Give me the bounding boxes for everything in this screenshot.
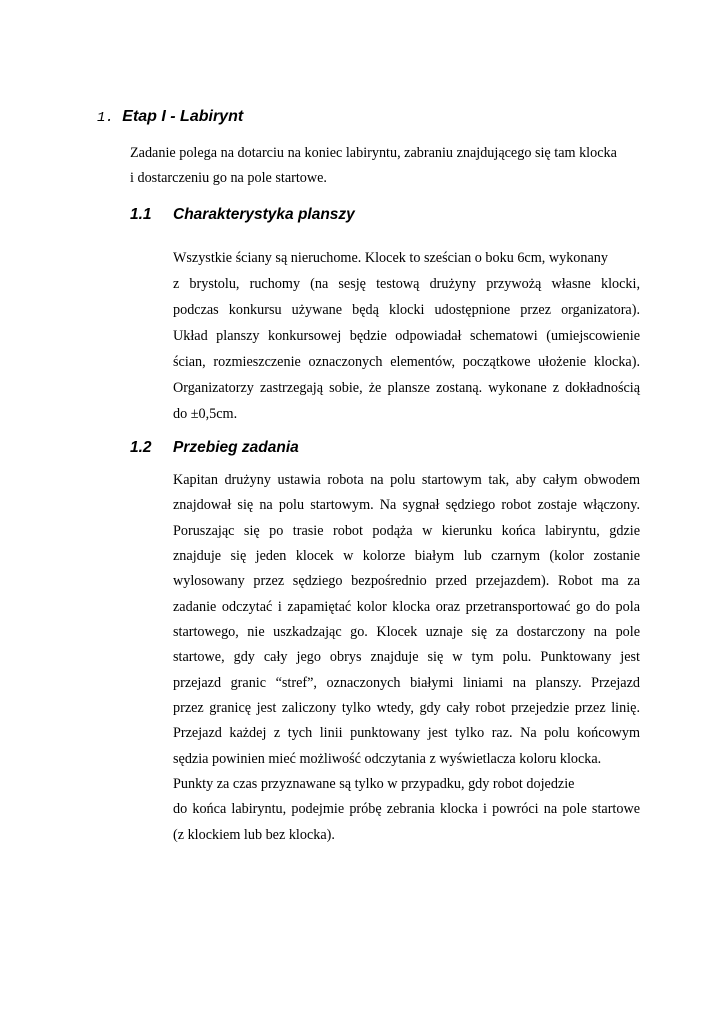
text-line: Poruszając się po trasie robot podąża w kierunku końca labiryntu, gdzie	[173, 522, 640, 539]
text-line: Punkty za czas przyznawane są tylko w przypadku, gdy robot dojedzie	[173, 776, 575, 793]
subsection-1-1-paragraph	[173, 245, 640, 427]
subsection-title: Charakterystyka planszy	[173, 206, 355, 223]
text-line: znajduje się jeden klocek w kolorze białym lub czarnym (kolor zostanie	[173, 548, 640, 565]
text-line: do ±0,5cm.	[173, 406, 238, 422]
subsection-heading-1-1	[130, 206, 355, 224]
text-line: z brystolu, ruchomy (na sesję testową drużyny przywożą własne klocki,	[173, 276, 640, 292]
text-line: Przejazd każdej z tych linii punktowany jest tylko raz. Na polu końcowym	[173, 725, 640, 742]
intro-line: i dostarczeniu go na pole startowe.	[130, 170, 327, 186]
text-line: sędzia powinien mieć możliwość odczytania z wyświetlacza koloru klocka.	[173, 750, 602, 767]
subsection-heading-1-2	[130, 439, 299, 457]
text-line: ścian, rozmieszczenie oznaczonych elementów, początkowe ułożenie klocka).	[173, 354, 640, 370]
text-line: Kapitan drużyny ustawia robota na polu startowym tak, aby całym obwodem	[173, 472, 640, 488]
section-heading	[97, 108, 243, 126]
intro-line: Zadanie polega na dotarciu na koniec labiryntu, zabraniu znajdującego się tam klocka	[130, 145, 617, 161]
text-line: Układ planszy konkursowej będzie odpowiadał schematowi (umiejscowienie	[173, 328, 640, 344]
text-line: Wszystkie ściany są nieruchome. Klocek to sześcian o boku 6cm, wykonany	[173, 250, 608, 266]
subsection-1-2-paragraph	[173, 468, 640, 848]
section-intro	[130, 141, 640, 191]
text-line: (z klockiem lub bez klocka).	[173, 826, 335, 843]
text-line: Organizatorzy zastrzegają sobie, że plansze zostaną. wykonane z dokładnością	[173, 380, 640, 396]
subsection-title: Przebieg zadania	[173, 439, 299, 456]
text-line: znajdował się na polu startowym. Na sygnał sędziego robot zostaje włączony.	[173, 497, 640, 514]
section-number: 1.	[97, 110, 114, 126]
text-line: przejazd granic “stref”, oznaczonych białymi liniami na planszy. Przejazd	[173, 674, 640, 691]
text-line: zadanie odczytać i zapamiętać kolor klocka oraz przetransportować go do pola	[173, 598, 640, 615]
subsection-number: 1.1	[130, 206, 152, 223]
text-line: startowe, gdy cały jego obrys znajduje się w tym polu. Punktowany jest	[173, 649, 640, 666]
text-line: podczas konkursu używane będą klocki udostępnione przez organizatora).	[173, 302, 640, 318]
section-title: Etap I - Labirynt	[122, 108, 244, 125]
text-line: przez granicę jest zaliczony tylko wtedy, gdy cały robot przejedzie przez linię.	[173, 700, 640, 717]
subsection-number: 1.2	[130, 439, 152, 456]
text-line: do końca labiryntu, podejmie próbę zebrania klocka i powróci na pole startowe	[173, 801, 640, 818]
text-line: wylosowany przez sędziego bezpośrednio przed przejazdem). Robot ma za	[173, 573, 640, 590]
text-line: startowego, nie uszkadzając go. Klocek uznaje się za dostarczony na pole	[173, 624, 640, 641]
